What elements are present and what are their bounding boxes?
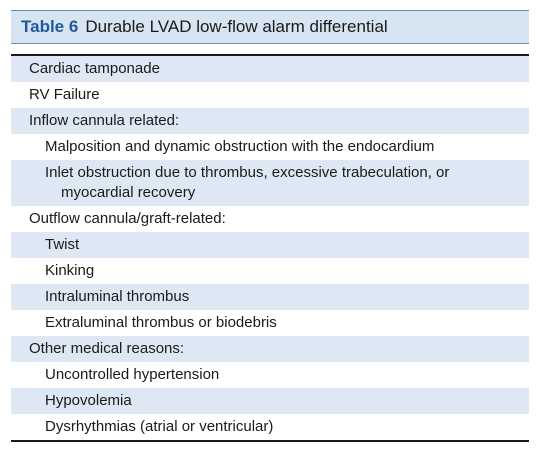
table-row: Inlet obstruction due to thrombus, excessive trabeculation, or myocardial recovery	[11, 160, 529, 206]
table-row: Malposition and dynamic obstruction with the endocardium	[45, 138, 435, 155]
table-label: Table 6	[21, 17, 79, 36]
table-row: Cardiac tamponade	[11, 56, 529, 82]
table-row: Other medical reasons:	[11, 336, 529, 362]
table-row: Intraluminal thrombus	[11, 284, 529, 310]
table-row: Outflow cannula/graft-related:	[29, 210, 226, 227]
table-title: Durable LVAD low-flow alarm differential	[85, 17, 388, 36]
table-row: Uncontrolled hypertension	[45, 366, 220, 383]
top-rule	[11, 44, 529, 56]
table-row: Kinking	[45, 262, 95, 279]
table-row: Hypovolemia	[11, 388, 529, 414]
table-row: RV Failure	[29, 86, 100, 103]
table-row: Extraluminal thrombus or biodebris	[45, 314, 277, 331]
table-row: Dysrhythmias (atrial or ventricular)	[45, 418, 274, 435]
table-row: Twist	[11, 232, 529, 258]
table-row: Inflow cannula related:	[11, 108, 529, 134]
table-caption	[11, 10, 529, 44]
table-body	[11, 56, 529, 442]
lvad-alarm-table	[11, 10, 529, 442]
